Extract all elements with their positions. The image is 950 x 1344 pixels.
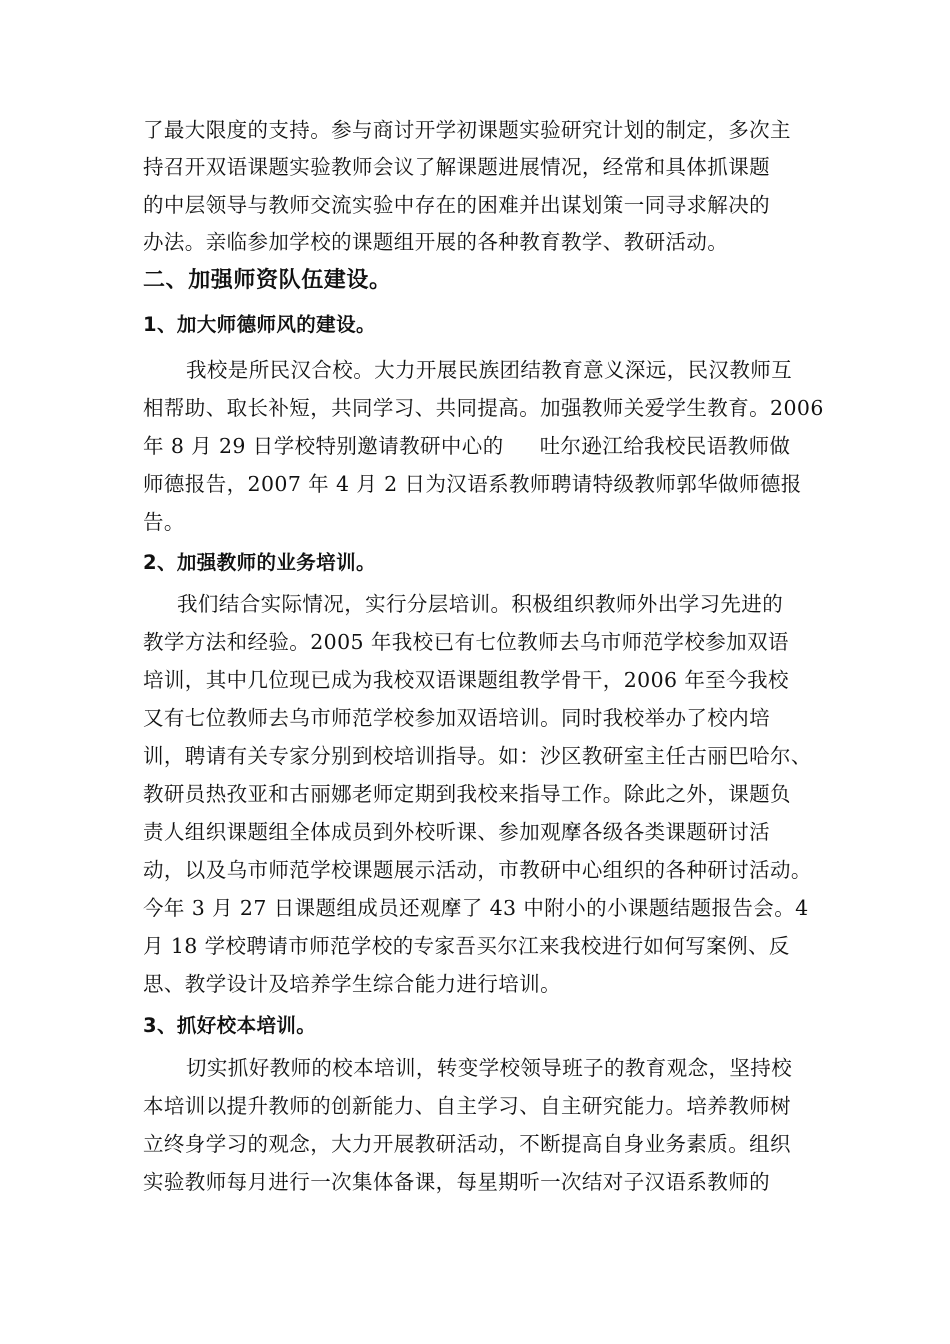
paragraph-line: 实验教师每月进行一次集体备课，每星期听一次结对子汉语系教师的 <box>143 1170 770 1194</box>
paragraph-line: 我们结合实际情况，实行分层培训。积极组织教师外出学习先进的 <box>177 592 784 616</box>
paragraph-line: 师德报告，2007 年 4 月 2 日为汉语系教师聘请特级教师郭华做师德报 <box>143 472 802 496</box>
subsection-heading-1: 1、加大师德师风的建设。 <box>143 313 376 336</box>
paragraph-line: 月 18 学校聘请市师范学校的专家吾买尔江来我校进行如何写案例、反 <box>143 934 790 958</box>
paragraph-line: 培训，其中几位现已成为我校双语课题组教学骨干，2006 年至今我校 <box>143 668 789 692</box>
subsection-heading-3: 3、抓好校本培训。 <box>143 1014 317 1037</box>
paragraph-line: 立终身学习的观念，大力开展教研活动，不断提高自身业务素质。组织 <box>143 1132 791 1156</box>
paragraph-line: 的中层领导与教师交流实验中存在的困难并出谋划策一同寻求解决的 <box>143 193 770 217</box>
paragraph-line: 相帮助、取长补短，共同学习、共同提高。加强教师关爱学生教育。2006 <box>143 396 824 420</box>
subsection-heading-2: 2、加强教师的业务培训。 <box>143 551 376 574</box>
paragraph-line: 思、教学设计及培养学生综合能力进行培训。 <box>143 972 561 996</box>
paragraph-line: 训，聘请有关专家分别到校培训指导。如：沙区教研室主任古丽巴哈尔、 <box>143 744 812 768</box>
paragraph-line: 持召开双语课题实验教师会议了解课题进展情况，经常和具体抓课题 <box>143 155 770 179</box>
paragraph-line: 教研员热孜亚和古丽娜老师定期到我校来指导工作。除此之外，课题负 <box>143 782 791 806</box>
paragraph-line: 我校是所民汉合校。大力开展民族团结教育意义深远，民汉教师互 <box>186 358 793 382</box>
paragraph-line: 责人组织课题组全体成员到外校听课、参加观摩各级各类课题研讨活 <box>143 820 770 844</box>
paragraph-line: 告。 <box>143 510 185 534</box>
paragraph-line: 又有七位教师去乌市师范学校参加双语培训。同时我校举办了校内培 <box>143 706 770 730</box>
paragraph-line: 本培训以提升教师的创新能力、自主学习、自主研究能力。培养教师树 <box>143 1094 791 1118</box>
paragraph-line: 今年 3 月 27 日课题组成员还观摩了 43 中附小的小课题结题报告会。4 <box>143 896 809 920</box>
text-segment: 年 8 月 29 日学校特别邀请教研中心的 <box>143 434 504 458</box>
paragraph-line <box>143 432 790 460</box>
paragraph-line: 了最大限度的支持。参与商讨开学初课题实验研究计划的制定，多次主 <box>143 118 791 142</box>
paragraph-line: 切实抓好教师的校本培训，转变学校领导班子的教育观念，坚持校 <box>186 1056 793 1080</box>
paragraph-line: 动，以及乌市师范学校课题展示活动，市教研中心组织的各种研讨活动。 <box>143 858 812 882</box>
text-segment: 吐尔逊江给我校民语教师做 <box>539 434 791 458</box>
paragraph-line: 办法。亲临参加学校的课题组开展的各种教育教学、教研活动。 <box>143 230 729 254</box>
section-heading: 二、加强师资队伍建设。 <box>143 268 392 293</box>
paragraph-line: 教学方法和经验。2005 年我校已有七位教师去乌市师范学校参加双语 <box>143 630 789 654</box>
